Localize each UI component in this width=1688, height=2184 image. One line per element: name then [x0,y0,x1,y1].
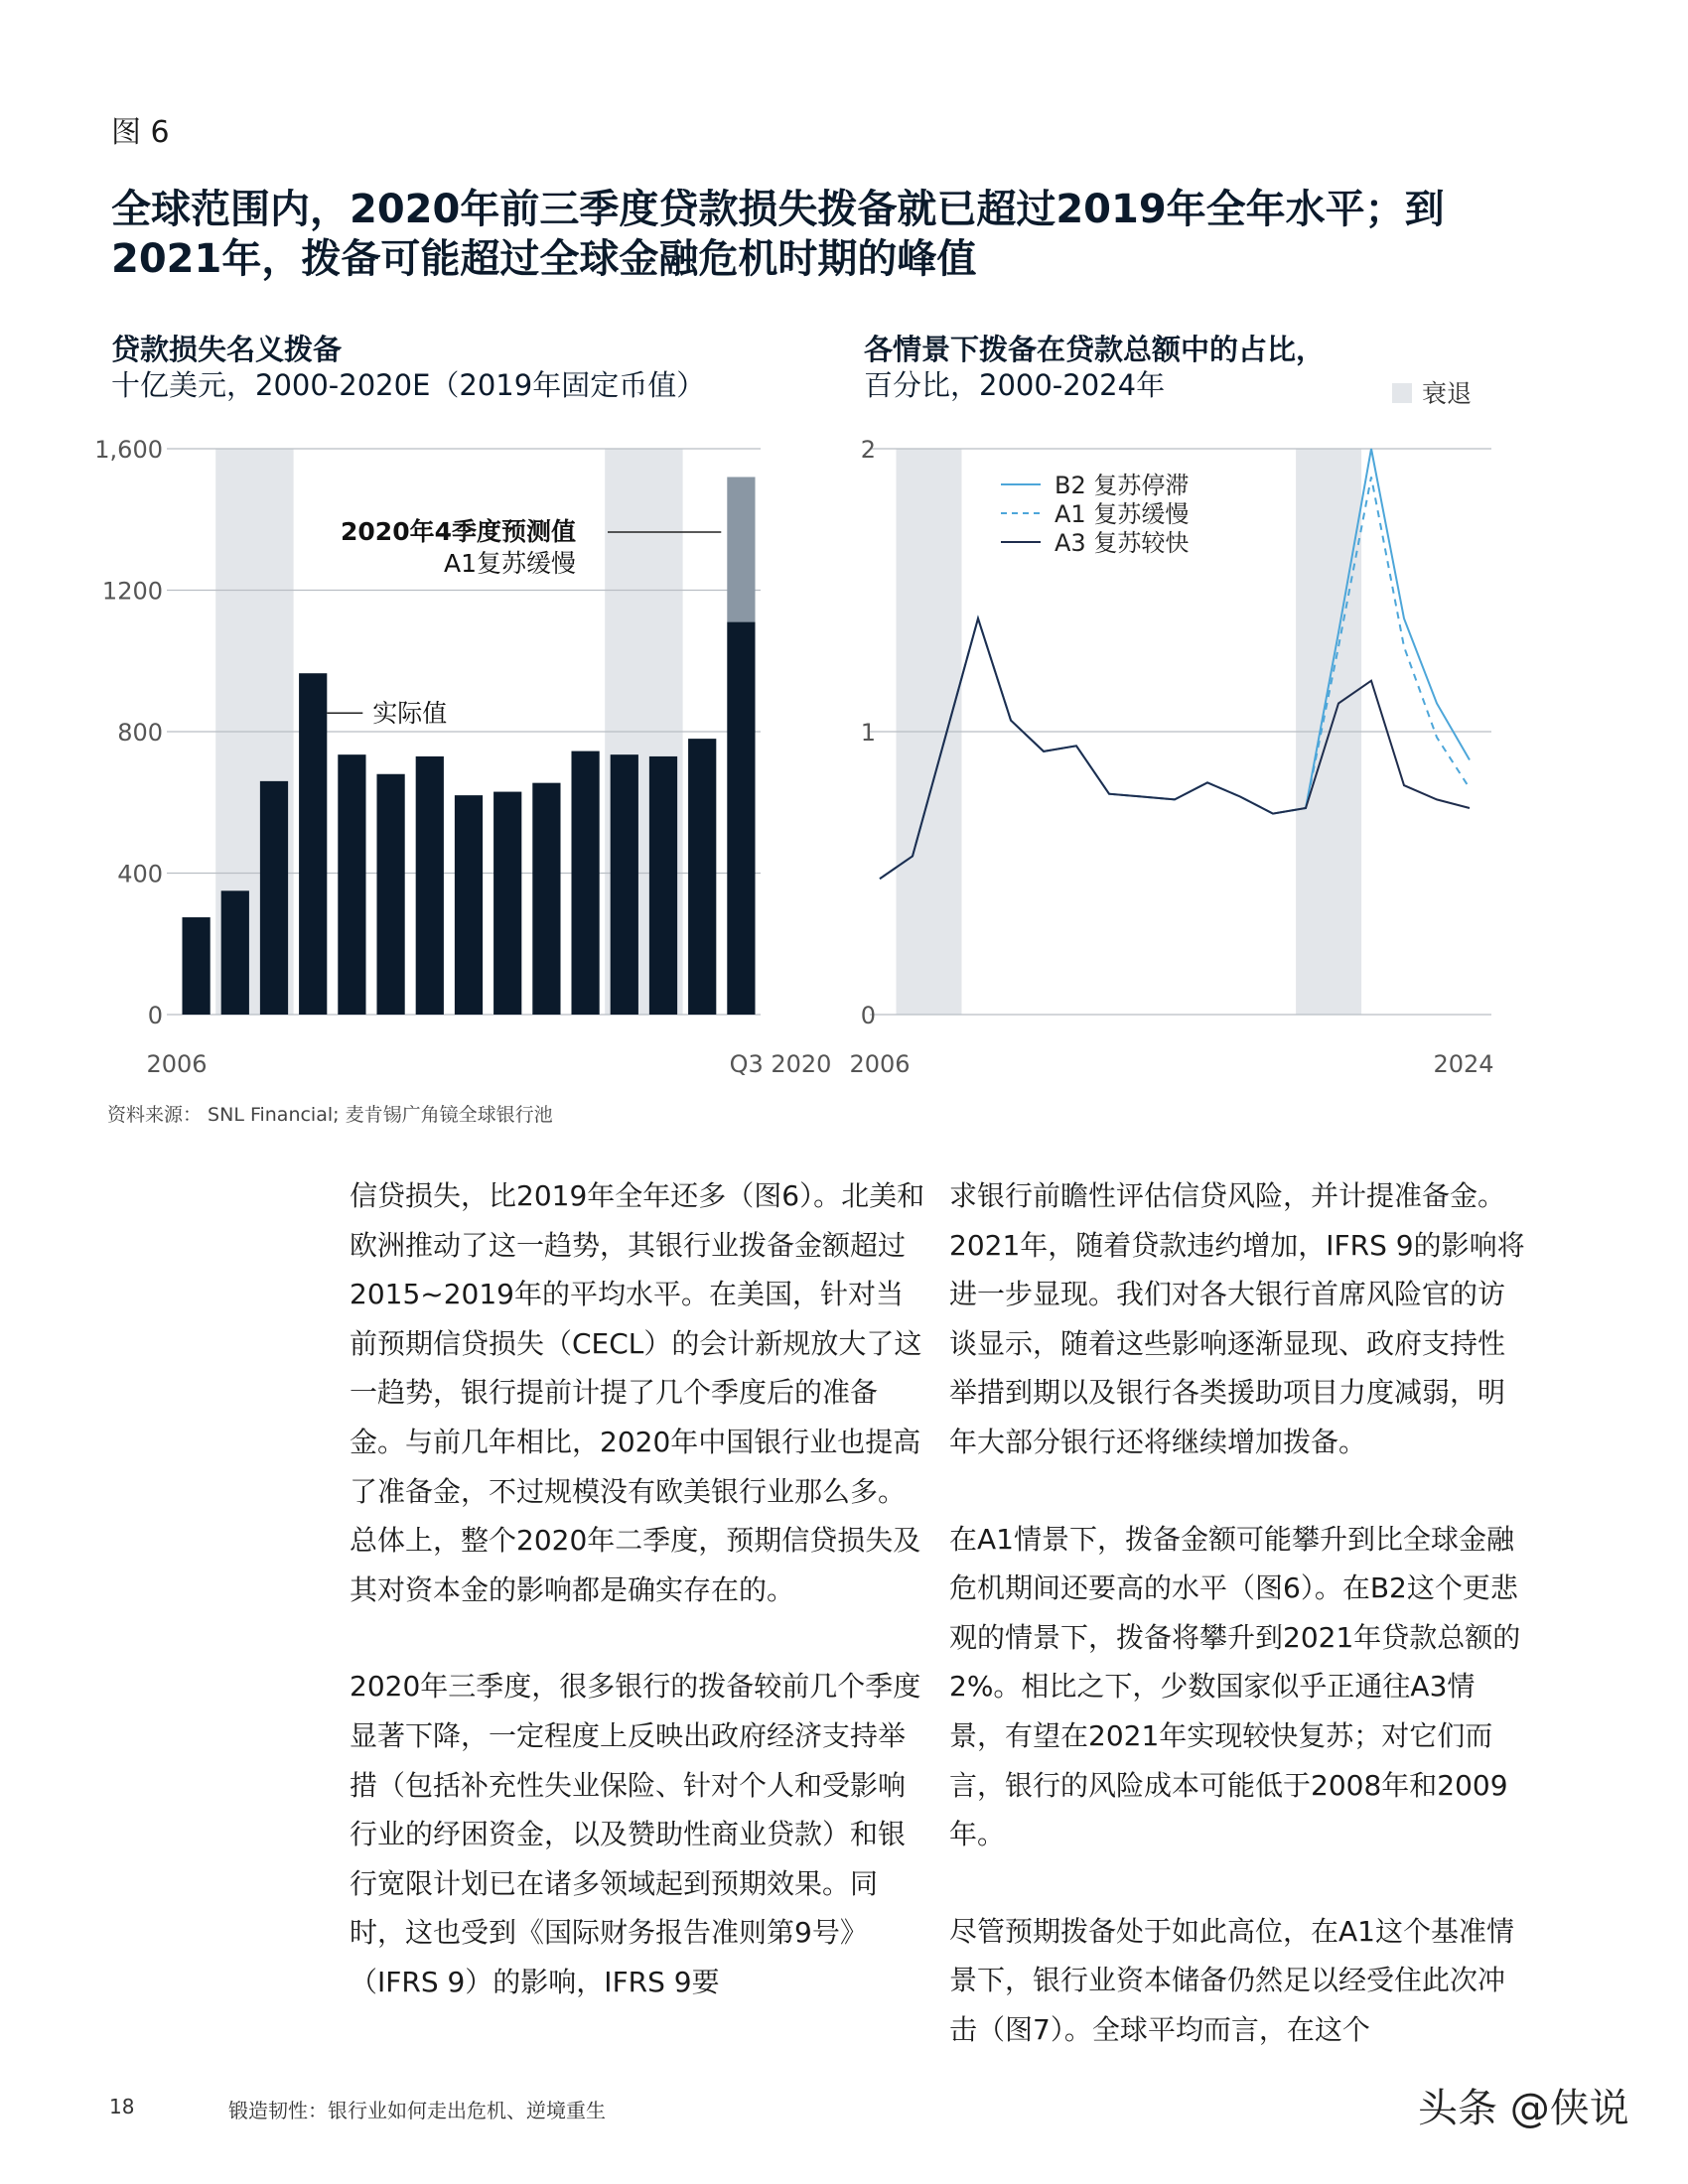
recession-legend-label: 衰退 [1422,379,1473,408]
bar [221,890,249,1015]
x-tick-label: 2006 [146,1050,208,1078]
bar-chart-subtitle: 十亿美元，2000-2020E（2019年固定币值） [111,368,706,402]
y-tick-label: 0 [860,1002,876,1029]
legend-label: A3 复苏较快 [1055,529,1190,557]
legend-label: A1 复苏缓慢 [1055,500,1190,528]
bar [688,739,716,1015]
y-tick-label: 800 [117,719,163,747]
body-paragraph: 求银行前瞻性评估信贷风险，并计提准备金。2021年，随着贷款违约增加，IFRS 9的影响将进一步显现。我们对各大银行首席风险官的访谈显示，随着这些影响逐渐显现、政府支持性举措到期以及银行各类援助项目力度减弱，明年大部分银行还将继续增加拨备。 [949,1179,1525,1458]
bar [649,756,677,1015]
source-note: 资料来源： SNL Financial; 麦肯锡广角镜全球银行池 [107,1104,553,1126]
legend-label: B2 复苏停滞 [1055,472,1190,499]
body-paragraph: 尽管预期拨备处于如此高位，在A1这个基准情景下，银行业资本储备仍然足以经受住此次冲击（图7）。全球平均而言，在这个 [949,1914,1514,2046]
forecast-bar [727,478,755,622]
bar [532,783,560,1015]
footer-text: 锻造韧性：银行业如何走出危机、逆境重生 [228,2099,606,2122]
bar [416,756,444,1015]
recession-legend-swatch [1392,383,1412,403]
series-line [880,618,1470,879]
bar [611,754,638,1015]
body-paragraph: 2020年三季度，很多银行的拨备较前几个季度显著下降，一定程度上反映出政府经济支持举措（包括补充性失业保险、针对个人和受影响行业的纾困资金，以及赞助性商业贷款）和银行宽限计划已在诸多领域起到预期效果。同时，这也受到《国际财务报告准则第9号》（IFRS 9）的影响，IFRS 9要 [350,1670,921,1998]
bar [376,774,404,1015]
y-tick-label: 2 [860,436,876,464]
bar [727,622,755,1015]
figure-label: 图 6 [111,115,170,150]
bar [571,751,599,1015]
y-tick-label: 400 [117,860,163,888]
y-tick-label: 0 [147,1002,163,1029]
line-chart [849,377,1507,1092]
bar-chart [94,417,832,1092]
bar [338,754,365,1015]
x-tick-label: 2006 [849,1050,911,1078]
annotation-label: 实际值 [372,699,448,729]
body-paragraph: 在A1情景下，拨备金额可能攀升到比全球金融危机期间还要高的水平（图6）。在B2这个更悲观的情景下，拨备将攀升到2021年贷款总额的2%。相比之下，少数国家似乎正通往A3情景，有望在2021年实现较快复苏；对它们而言，银行的风险成本可能低于2008年和2009年。 [949,1522,1521,1851]
body-column-right [949,1171,1525,2055]
x-tick-label: 2024 [1433,1050,1494,1078]
annotation-label: 2020年4季度预测值 [341,517,576,547]
body-column-left [350,1171,925,2007]
body-paragraph: 信贷损失，比2019年全年还多（图6）。北美和欧洲推动了这一趋势，其银行业拨备金额超过2015~2019年的平均水平。在美国，针对当前预期信贷损失（CECL）的会计新规放大了这一趋势，银行提前计提了几个季度后的准备金。与前几年相比，2020年中国银行业也提高了准备金，不过规模没有欧美银行业那么多。总体上，整个2020年二季度，预期信贷损失及其对资本金的影响都是确实存在的。 [350,1179,925,1606]
bar-chart-title: 贷款损失名义拨备 [111,333,343,366]
bar [299,673,327,1015]
bar [260,781,288,1015]
line-chart-subtitle: 百分比，2000-2024年 [864,368,1166,402]
page-number: 18 [109,2095,135,2118]
line-chart-title: 各情景下拨备在贷款总额中的占比， [864,333,1326,366]
y-tick-label: 1 [860,719,876,747]
y-tick-label: 1200 [101,577,163,606]
y-tick-label: 1,600 [94,436,163,464]
bar [182,917,210,1015]
watermark: 头条 @侠说 [1418,2086,1629,2131]
bar [455,795,483,1015]
x-tick-label: Q3 2020 [729,1050,832,1078]
bar [493,792,521,1015]
annotation-label: A1复苏缓慢 [443,549,576,579]
figure-title: 全球范围内，2020年前三季度贷款损失拨备就已超过2019年全年水平；到2021年，拨备可能超过全球金融危机时期的峰值 [111,187,1445,282]
